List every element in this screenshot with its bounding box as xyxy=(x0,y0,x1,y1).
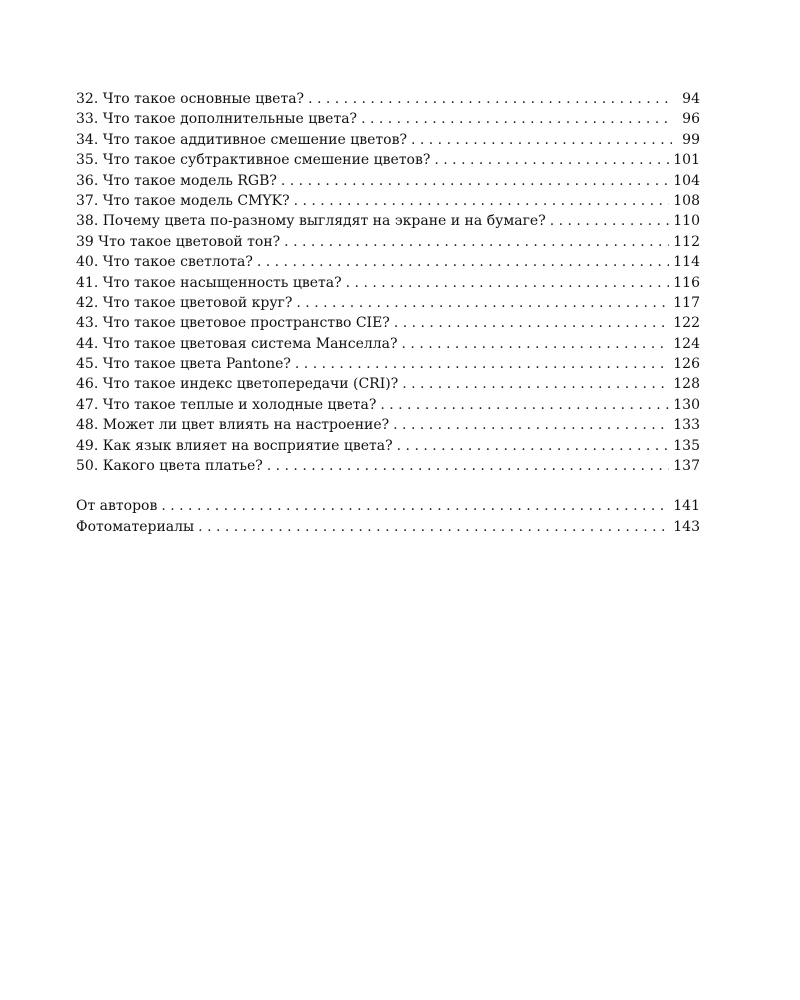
dot-leader xyxy=(295,354,669,374)
toc-entry[interactable] xyxy=(76,171,700,191)
toc-entry-page: 94 xyxy=(682,91,700,107)
dot-leader xyxy=(411,130,672,150)
dot-leader xyxy=(284,232,669,252)
toc-entry[interactable] xyxy=(76,496,700,516)
toc-entry-page: 99 xyxy=(682,131,700,148)
toc-entry-title: 38. Почему цвета по-разному выглядят на экране и на бумаге? xyxy=(76,213,546,230)
toc-entry-title: Фотоматериалы xyxy=(76,518,195,535)
toc-entry[interactable] xyxy=(76,436,700,456)
toc-entry[interactable] xyxy=(76,211,700,231)
toc-entry-page: 114 xyxy=(673,254,700,271)
toc-entry-page: 110 xyxy=(673,213,700,230)
toc-entry-title: 45. Что такое цвета Pantone? xyxy=(76,356,291,373)
dot-leader xyxy=(308,89,672,109)
dot-leader xyxy=(434,150,669,170)
toc-entry-page: 117 xyxy=(673,294,700,311)
toc-entry-title: 44. Что такое цветовая система Манселла? xyxy=(76,335,398,352)
toc-entry[interactable] xyxy=(76,395,700,415)
chapter-list xyxy=(76,89,700,476)
toc-entry-title: 43. Что такое цветовое пространство CIE? xyxy=(76,315,390,332)
toc-entry-page: 126 xyxy=(673,356,700,373)
dot-leader xyxy=(393,415,669,435)
table-of-contents xyxy=(76,89,700,537)
toc-entry-page: 135 xyxy=(673,437,700,454)
toc-entry[interactable] xyxy=(76,89,700,109)
back-matter-list xyxy=(76,496,700,537)
toc-entry-title: 40. Что такое светлота? xyxy=(76,254,253,271)
dot-leader xyxy=(281,171,669,191)
dot-leader xyxy=(380,395,669,415)
dot-leader xyxy=(402,334,670,354)
toc-entry-page: 108 xyxy=(673,192,700,209)
toc-entry-title: 39 Что такое цветовой тон? xyxy=(76,233,281,250)
dot-leader xyxy=(346,273,670,293)
toc-entry-page: 116 xyxy=(673,274,700,291)
dot-leader xyxy=(267,456,670,476)
toc-entry[interactable] xyxy=(76,109,700,129)
toc-entry[interactable] xyxy=(76,150,700,170)
dot-leader xyxy=(550,211,670,231)
toc-entry[interactable] xyxy=(76,293,700,313)
toc-entry-title: 47. Что такое теплые и холодные цвета? xyxy=(76,396,377,413)
toc-entry[interactable] xyxy=(76,313,700,333)
dot-leader xyxy=(397,436,670,456)
toc-entry-page: 101 xyxy=(673,152,700,169)
toc-entry-page: 130 xyxy=(673,396,700,413)
toc-entry[interactable] xyxy=(76,456,700,476)
toc-entry[interactable] xyxy=(76,232,700,252)
toc-entry-title: 49. Как язык влияет на восприятие цвета? xyxy=(76,437,393,454)
toc-entry-title: 37. Что такое модель CMYK? xyxy=(76,192,290,209)
toc-entry[interactable] xyxy=(76,517,700,537)
toc-entry-title: От авторов xyxy=(76,498,158,515)
toc-entry[interactable] xyxy=(76,334,700,354)
toc-entry-page: 143 xyxy=(673,518,700,535)
dot-leader xyxy=(198,517,669,537)
toc-entry-page: 133 xyxy=(673,417,700,434)
toc-entry-title: 48. Может ли цвет влиять на настроение? xyxy=(76,417,390,434)
toc-entry-page: 112 xyxy=(673,233,700,250)
dot-leader xyxy=(257,252,669,272)
toc-entry-title: 33. Что такое дополнительные цвета? xyxy=(76,111,358,128)
toc-entry[interactable] xyxy=(76,273,700,293)
toc-entry-title: 50. Какого цвета платье? xyxy=(76,458,263,475)
toc-entry-page: 104 xyxy=(673,172,700,189)
dot-leader xyxy=(402,374,669,394)
toc-entry-title: 32. Что такое основные цвета? xyxy=(76,91,305,107)
toc-entry-title: 41. Что такое насыщенность цвета? xyxy=(76,274,342,291)
dot-leader xyxy=(294,191,670,211)
toc-entry-title: 42. Что такое цветовой круг? xyxy=(76,294,293,311)
toc-entry[interactable] xyxy=(76,191,700,211)
toc-entry[interactable] xyxy=(76,415,700,435)
dot-leader xyxy=(361,109,672,129)
toc-entry-page: 124 xyxy=(673,335,700,352)
dot-leader xyxy=(296,293,669,313)
section-spacer xyxy=(76,476,700,496)
toc-entry-title: 34. Что такое аддитивное смешение цветов? xyxy=(76,131,407,148)
toc-entry[interactable] xyxy=(76,374,700,394)
dot-leader xyxy=(394,313,669,333)
toc-entry-page: 141 xyxy=(673,498,700,515)
toc-entry[interactable] xyxy=(76,354,700,374)
toc-entry-title: 46. Что такое индекс цветопередачи (CRI)? xyxy=(76,376,399,393)
toc-entry-page: 122 xyxy=(673,315,700,332)
toc-entry[interactable] xyxy=(76,130,700,150)
toc-entry-page: 137 xyxy=(673,458,700,475)
dot-leader xyxy=(161,496,669,516)
toc-entry[interactable] xyxy=(76,252,700,272)
toc-entry-title: 35. Что такое субтрактивное смешение цветов? xyxy=(76,152,431,169)
toc-entry-title: 36. Что такое модель RGB? xyxy=(76,172,277,189)
toc-entry-page: 96 xyxy=(682,111,700,128)
toc-entry-page: 128 xyxy=(673,376,700,393)
